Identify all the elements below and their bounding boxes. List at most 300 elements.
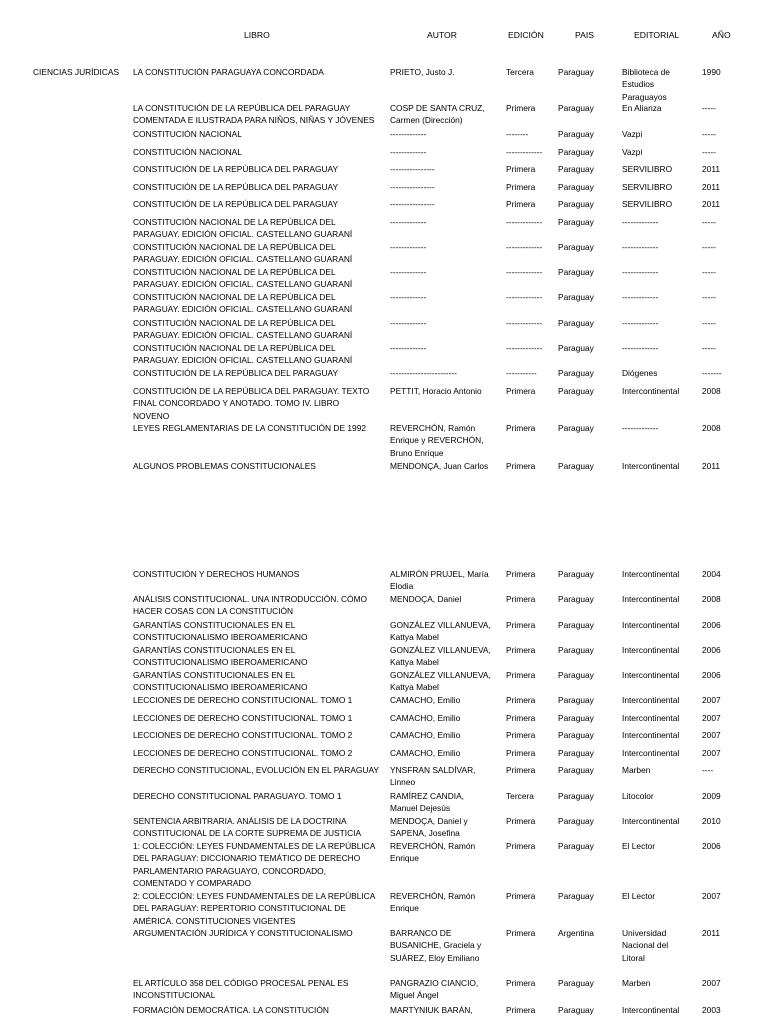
book-country [558,669,620,681]
book-title-line: GARANTÍAS CONSTITUCIONALES EN EL [133,620,296,630]
book-publisher [622,367,700,379]
book-year-line: ----- [702,343,716,353]
book-country-line: Paraguay [558,267,594,277]
book-author-line: ---------------- [390,164,435,174]
book-author [390,890,500,915]
book-author-line: CAMACHO, Emilio [390,730,461,740]
book-author-line: PRIETO, Justo J. [390,67,455,77]
book-publisher-line: Litoral [622,952,645,963]
book-edition-line: Primera [506,928,536,938]
book-publisher [622,266,700,278]
book-author [390,66,500,78]
book-title-line: LECCIONES DE DERECHO CONSTITUCIONAL. TOMO 1 [133,713,353,723]
book-year [702,840,742,852]
book-edition [506,568,556,580]
book-title-line: CONSTITUCIÓN DE LA REPÚBLICA DEL PARAGUAY. TEXTO [133,386,370,396]
book-author [390,128,500,140]
book-edition [506,146,556,158]
book-title-line: GARANTÍAS CONSTITUCIONALES EN EL [133,670,296,680]
book-title [133,790,388,802]
book-publisher-line: Vazpi [622,147,643,157]
book-author [390,840,500,865]
book-publisher [622,291,700,303]
book-author-line: Carmen (Dirección) [390,115,463,126]
book-year [702,747,742,759]
book-author-line: Kattya Mabel [390,682,439,693]
book-edition-line: Primera [506,978,536,988]
book-title [133,669,388,694]
book-country-line: Paraguay [558,182,594,192]
book-year [702,342,742,354]
book-publisher [622,422,700,434]
book-title-line: PARAGUAY. EDICIÓN OFICIAL. CASTELLANO GUARANÍ [133,279,353,290]
book-country-line: Paraguay [558,164,594,174]
book-title [133,291,388,316]
book-edition-line: Primera [506,670,536,680]
book-publisher [622,163,700,175]
book-title-line: EL ARTÍCULO 358 DEL CÓDIGO PROCESAL PENAL ES [133,978,349,988]
book-title [133,840,388,890]
book-author [390,712,500,724]
book-country [558,163,620,175]
book-year [702,694,742,706]
book-year-line: 2009 [702,791,721,801]
book-author [390,568,500,593]
book-publisher-line: Intercontinental [622,670,680,680]
book-publisher [622,977,700,989]
book-edition-line: ------------- [506,343,543,353]
book-year-line: ----- [702,242,716,252]
book-author [390,790,500,815]
book-title-line: SENTENCIA ARBITRARIA. ANÁLISIS DE LA DOCTRINA [133,816,347,826]
book-publisher [622,568,700,580]
book-author-line: Enrique y REVERCHÓN, [390,435,484,446]
book-author-line: ------------- [390,343,427,353]
book-country [558,593,620,605]
book-country [558,66,620,78]
book-country [558,568,620,580]
book-title [133,593,388,618]
book-author-line: Linneo [390,777,416,788]
book-title [133,568,388,580]
book-publisher-line: Universidad [622,928,667,938]
book-country [558,342,620,354]
book-author-line: MENDONÇA, Juan Carlos [390,461,489,471]
book-title-line: CONSTITUCIÓN Y DERECHOS HUMANOS [133,569,300,579]
book-year-line: 2006 [702,841,721,851]
book-title [133,644,388,669]
book-year [702,128,742,140]
book-author-line: CAMACHO, Emilio [390,713,461,723]
book-country [558,790,620,802]
book-edition [506,102,556,114]
book-publisher-line: ------------- [622,217,659,227]
book-edition-line: ------------- [506,242,543,252]
book-year-line: 2006 [702,645,721,655]
book-edition [506,460,556,472]
book-publisher [622,342,700,354]
book-country [558,460,620,472]
book-author-line: ---------------- [390,199,435,209]
book-year-line: ----- [702,318,716,328]
book-title-line: CONSTITUCIONALISMO IBEROAMERICANO [133,632,308,643]
book-publisher-line: Litocolor [622,791,654,801]
book-country [558,619,620,631]
book-author-line: ------------------------ [390,368,457,378]
book-title-line: GARANTÍAS CONSTITUCIONALES EN EL [133,645,296,655]
book-country-line: Paraguay [558,103,594,113]
book-year [702,181,742,193]
book-author-line: Kattya Mabel [390,657,439,668]
book-title-line: CONSTITUCIÓN DE LA REPÚBLICA DEL PARAGUAY [133,182,339,192]
book-publisher-line: Intercontinental [622,730,680,740]
book-country-line: Paraguay [558,620,594,630]
book-publisher [622,712,700,724]
book-edition-line: Primera [506,103,536,113]
book-edition [506,729,556,741]
book-publisher-line: SERVILIBRO [622,182,673,192]
book-author [390,198,500,210]
book-author-line: ------------- [390,129,427,139]
book-edition [506,367,556,379]
book-year [702,102,742,114]
book-edition-line: Primera [506,594,536,604]
header-pais: PAIS [575,30,594,40]
book-edition [506,66,556,78]
book-publisher-line: Intercontinental [622,461,680,471]
book-author-line: Bruno Enrique [390,447,444,458]
book-edition [506,128,556,140]
book-edition [506,815,556,827]
book-country [558,146,620,158]
book-publisher-line: Intercontinental [622,386,680,396]
book-country [558,840,620,852]
book-publisher [622,460,700,472]
book-author-line: COSP DE SANTA CRUZ, [390,103,485,113]
book-author-line: ------------- [390,292,427,302]
book-edition [506,644,556,656]
book-country [558,422,620,434]
book-country-line: Paraguay [558,765,594,775]
book-author [390,593,500,605]
book-title-line: PARAGUAY. EDICIÓN OFICIAL. CASTELLANO GUARANÍ [133,229,353,240]
book-author-line: ------------- [390,147,427,157]
book-year-line: 2007 [702,730,721,740]
book-title [133,815,388,840]
book-year-line: 2003 [702,1005,721,1015]
book-year [702,422,742,434]
book-author-line: PANGRAZIO CIANCIO, [390,978,479,988]
book-title [133,460,388,472]
book-author-line: Enrique [390,903,419,914]
book-author-line: PETTIT, Horacio Antonio [390,386,482,396]
book-year [702,593,742,605]
book-publisher-line: En Alianza [622,103,662,113]
book-publisher-line: Paraguayos [622,91,667,102]
book-year-line: ----- [702,147,716,157]
book-title [133,927,388,939]
book-country-line: Paraguay [558,594,594,604]
book-country-line: Paraguay [558,461,594,471]
book-edition-line: Primera [506,891,536,901]
book-publisher [622,927,700,964]
book-author-line: REVERCHÓN, Ramón [390,891,476,901]
book-country-line: Paraguay [558,791,594,801]
book-edition [506,241,556,253]
book-country [558,977,620,989]
book-edition [506,840,556,852]
book-author-line: SAPENA, Josefina [390,828,460,839]
book-author [390,291,500,303]
book-publisher-line: Marben [622,978,651,988]
book-publisher-line: Intercontinental [622,569,680,579]
book-author [390,747,500,759]
book-publisher-line: Intercontinental [622,713,680,723]
book-author-line: Manuel Dejesús [390,803,451,814]
book-author-line: SUÁREZ, Eloy Emiliano [390,952,480,963]
book-title [133,317,388,342]
book-country [558,102,620,114]
book-country [558,747,620,759]
category-label: CIENCIAS JURÍDICAS [33,67,120,77]
book-title [133,890,388,927]
book-publisher [622,102,700,114]
book-author-line: BUSANICHE, Graciela y [390,940,482,951]
book-year-line: ----- [702,292,716,302]
book-title [133,342,388,367]
book-year [702,644,742,656]
book-author-line: ------------- [390,242,427,252]
book-country-line: Paraguay [558,129,594,139]
book-year-line: 2007 [702,891,721,901]
book-year [702,385,742,397]
book-country [558,815,620,827]
book-publisher [622,790,700,802]
book-title-line: AMÉRICA. CONSTITUCIONES VIGENTES [133,915,296,926]
book-country [558,644,620,656]
book-publisher-line: ------------- [622,343,659,353]
book-country [558,241,620,253]
book-year [702,146,742,158]
book-year [702,790,742,802]
book-author [390,619,500,644]
book-year-line: 2008 [702,594,721,604]
book-publisher [622,198,700,210]
book-title [133,764,388,776]
book-author [390,644,500,669]
book-author [390,729,500,741]
book-edition-line: Primera [506,386,536,396]
book-author-line: Enrique [390,853,419,864]
book-edition [506,977,556,989]
header-autor: AUTOR [427,30,457,40]
book-edition [506,694,556,706]
book-author-line: YNSFRAN SALDÍVAR, [390,765,476,775]
book-title [133,367,388,379]
book-country-line: Paraguay [558,891,594,901]
book-edition [506,342,556,354]
book-author [390,422,500,459]
book-author-line: GONZÁLEZ VILLANUEVA, [390,645,491,655]
book-publisher-line: El Lector [622,841,656,851]
book-author-line: ---------------- [390,182,435,192]
book-country-line: Paraguay [558,423,594,433]
book-country [558,317,620,329]
book-publisher-line: ------------- [622,318,659,328]
book-country [558,128,620,140]
book-country [558,927,620,939]
book-title [133,163,388,175]
book-edition-line: Primera [506,1005,536,1015]
book-country [558,291,620,303]
book-year [702,764,742,776]
book-publisher [622,747,700,759]
book-edition-line: Primera [506,645,536,655]
book-title-line: ANÁLISIS CONSTITUCIONAL. UNA INTRODUCCIÓN. CÓMO [133,594,368,604]
book-year-line: 2006 [702,620,721,630]
book-country [558,367,620,379]
book-publisher-line: ------------- [622,423,659,433]
book-publisher [622,840,700,852]
book-year-line: 2011 [702,199,721,209]
book-country [558,1004,620,1016]
book-title-line: CONSTITUCIÓN NACIONAL DE LA REPÚBLICA DEL [133,217,336,227]
book-author [390,977,500,1002]
book-edition [506,712,556,724]
book-country-line: Paraguay [558,816,594,826]
book-year [702,890,742,902]
book-title-line: LEYES REGLAMENTARIAS DE LA CONSTITUCIÓN DE 1992 [133,423,367,433]
book-author-line: BARRANCO DE [390,928,452,938]
book-country-line: Paraguay [558,147,594,157]
book-edition-line: Tercera [506,67,534,77]
book-year [702,317,742,329]
book-title-line: CONSTITUCIONAL DE LA CORTE SUPREMA DE JUSTICIA [133,828,362,839]
book-author-line: RAMÍREZ CANDIA, [390,791,464,801]
book-title [133,422,388,434]
book-edition-line: Primera [506,423,536,433]
book-country [558,712,620,724]
book-year-line: 1990 [702,67,721,77]
book-year-line: 2008 [702,423,721,433]
book-author-line: REVERCHÓN, Ramón [390,423,476,433]
book-publisher [622,317,700,329]
book-publisher [622,619,700,631]
book-title [133,712,388,724]
book-publisher-line: Intercontinental [622,620,680,630]
book-publisher [622,729,700,741]
book-author-line: CAMACHO, Emilio [390,695,461,705]
book-edition-line: Primera [506,816,536,826]
book-year [702,291,742,303]
book-author [390,694,500,706]
book-author [390,241,500,253]
book-edition [506,163,556,175]
book-title-line: PARLAMENTARIO PARAGUAYO, CONCORDADO, [133,865,326,876]
book-publisher [622,216,700,228]
book-edition [506,422,556,434]
book-year-line: 2007 [702,748,721,758]
book-edition-line: Primera [506,620,536,630]
book-year-line: 2007 [702,978,721,988]
book-edition-line: Tercera [506,791,534,801]
book-edition [506,317,556,329]
book-title-line: LA CONSTITUCIÓN PARAGUAYA CONCORDADA [133,67,324,77]
book-edition-line: Primera [506,765,536,775]
book-publisher-line: Intercontinental [622,695,680,705]
book-year [702,927,742,939]
book-edition-line: ------------- [506,217,543,227]
book-year-line: ----- [702,129,716,139]
book-edition [506,747,556,759]
book-author-line: ALMIRÓN PRUJEL, María [390,569,489,579]
book-title [133,216,388,241]
book-edition [506,385,556,397]
book-author [390,266,500,278]
book-edition [506,266,556,278]
book-edition-line: Primera [506,182,536,192]
book-title [133,694,388,706]
book-country-line: Paraguay [558,343,594,353]
book-year [702,729,742,741]
book-country [558,181,620,193]
book-country-line: Paraguay [558,978,594,988]
book-edition-line: Primera [506,695,536,705]
book-edition [506,927,556,939]
book-publisher-line: Intercontinental [622,816,680,826]
book-title-line: CONSTITUCIÓN NACIONAL DE LA REPÚBLICA DEL [133,242,336,252]
book-country-line: Paraguay [558,292,594,302]
book-title-line: HACER COSAS CON LA CONSTITUCIÓN [133,606,294,617]
book-title-line: DERECHO CONSTITUCIONAL PARAGUAYO. TOMO 1 [133,791,342,801]
book-country-line: Paraguay [558,645,594,655]
book-year [702,66,742,78]
book-year [702,367,742,379]
book-author [390,764,500,789]
book-author [390,367,500,379]
book-country [558,216,620,228]
book-country-line: Paraguay [558,386,594,396]
book-year [702,712,742,724]
book-title-line: CONSTITUCIÓN NACIONAL [133,129,242,139]
book-country-line: Paraguay [558,1005,594,1015]
book-publisher-line: Intercontinental [622,594,680,604]
book-edition [506,1004,556,1016]
book-publisher-line: Diógenes [622,368,658,378]
book-year-line: 2011 [702,461,721,471]
book-edition-line: Primera [506,841,536,851]
book-year [702,977,742,989]
book-title-line: CONSTITUCIÓN NACIONAL [133,147,242,157]
book-publisher-line: Intercontinental [622,645,680,655]
book-title [133,128,388,140]
book-title-line: PARAGUAY. EDICIÓN OFICIAL. CASTELLANO GUARANÍ [133,304,353,315]
book-edition [506,890,556,902]
book-author-line: GONZÁLEZ VILLANUEVA, [390,620,491,630]
book-title-line: DEL PARAGUAY: DICCIONARIO TEMÁTICO DE DERECHO [133,853,361,864]
header-edicion: EDICIÓN [508,30,544,40]
book-edition [506,593,556,605]
book-edition-line: Primera [506,713,536,723]
book-author [390,815,500,840]
book-year-line: 2011 [702,164,721,174]
book-author-line: Kattya Mabel [390,632,439,643]
book-edition-line: -------- [506,129,529,139]
book-title [133,385,388,422]
book-author [390,317,500,329]
book-year [702,216,742,228]
book-title [133,977,388,1002]
